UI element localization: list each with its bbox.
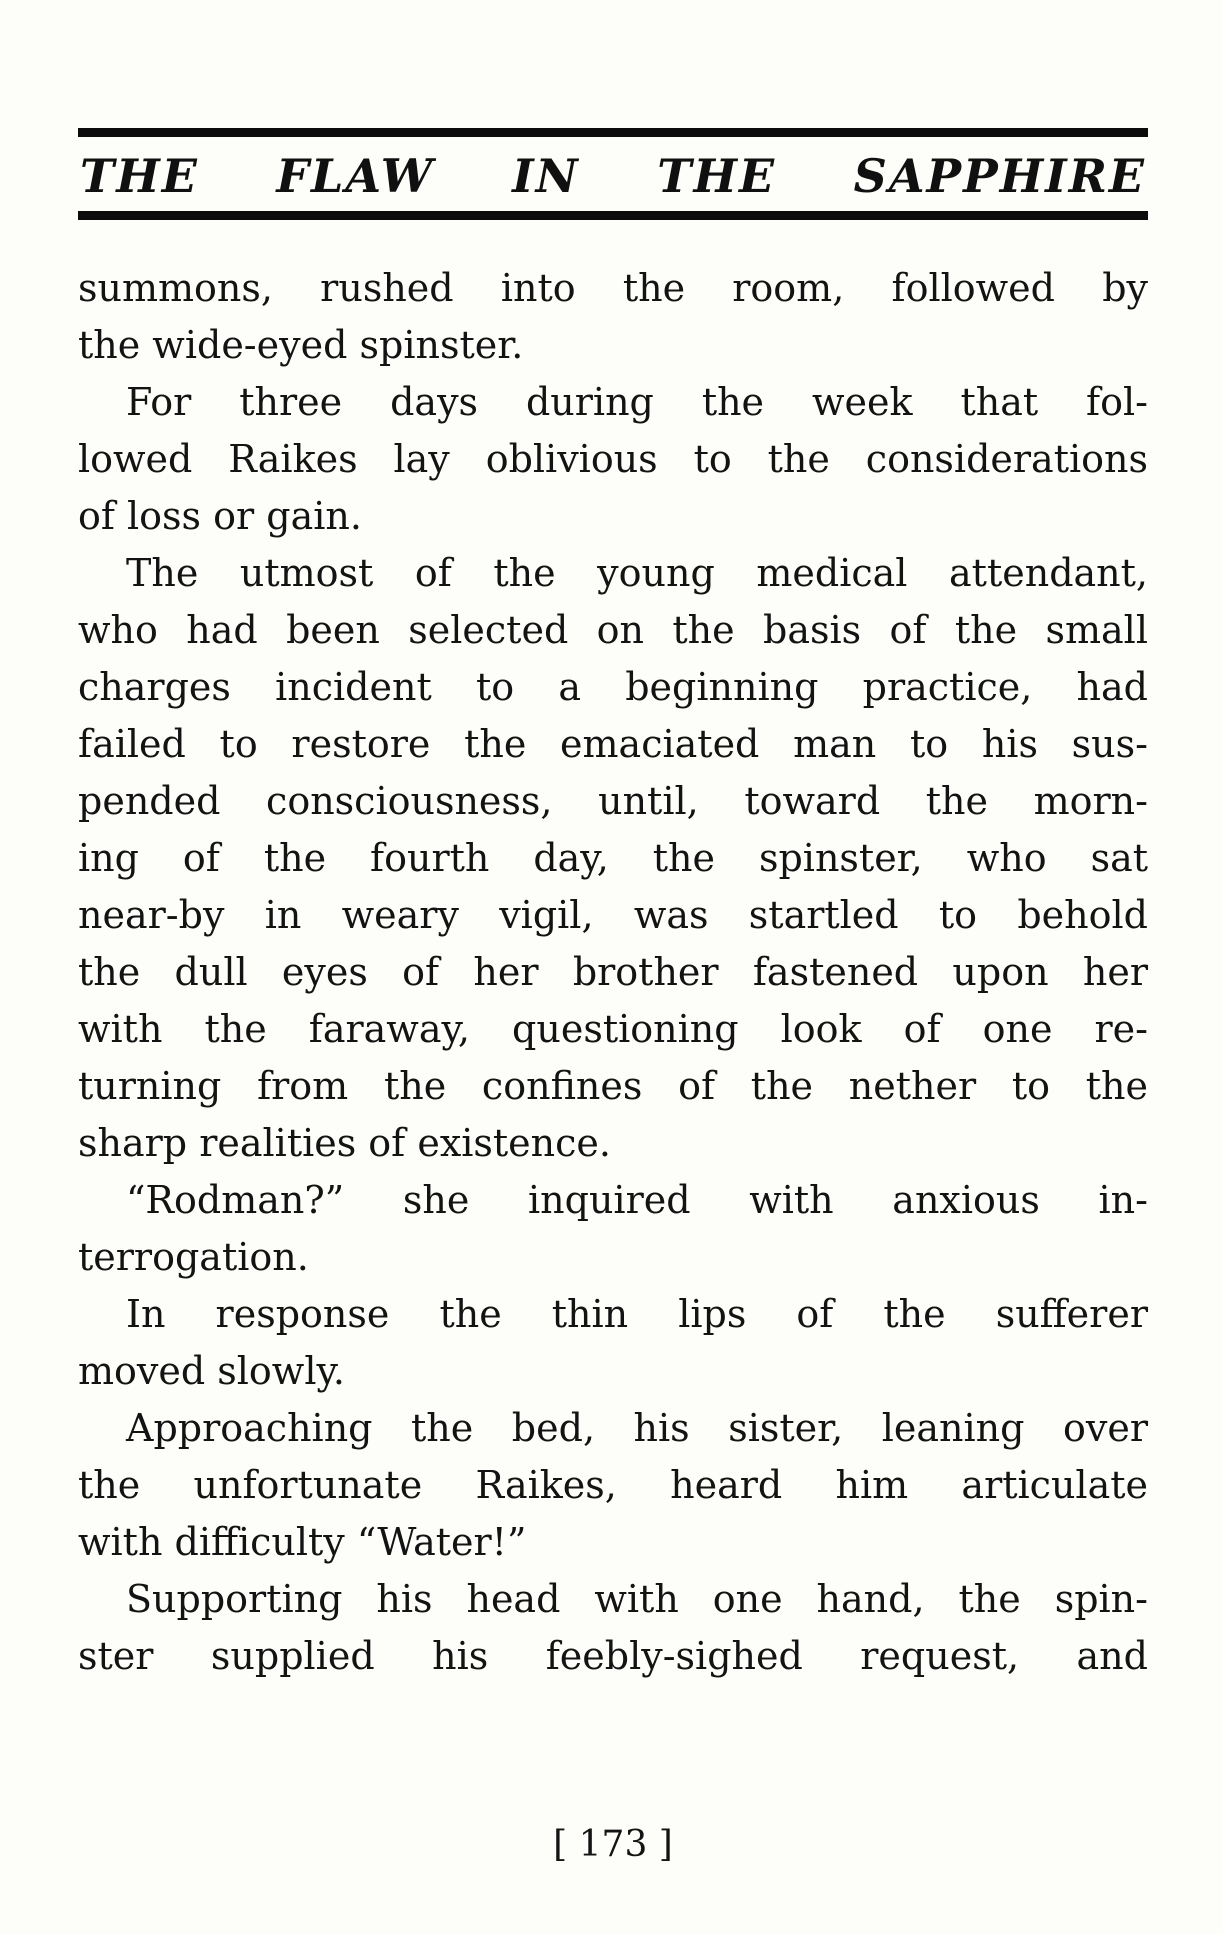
text-line: terrogation. xyxy=(78,1235,309,1279)
running-header-title: THE FLAW IN THE SAPPHIRE xyxy=(80,149,1146,203)
text-line: “Rodman?” she inquired with anxious in- xyxy=(126,1178,1148,1222)
text-line: lowed Raikes lay oblivious to the considerations xyxy=(78,437,1148,481)
text-line: with the faraway, questioning look of one re- xyxy=(78,1007,1148,1051)
text-line: Approaching the bed, his sister, leaning over xyxy=(126,1406,1148,1450)
text-line: pended consciousness, until, toward the morn- xyxy=(78,779,1148,823)
page-number: [ 173 ] xyxy=(553,1824,673,1865)
text-line: In response the thin lips of the sufferer xyxy=(126,1292,1148,1336)
text-line: charges incident to a beginning practice, had xyxy=(78,665,1148,709)
text-line: ster supplied his feebly-sighed request, and xyxy=(78,1634,1148,1678)
text-line: For three days during the week that fol- xyxy=(126,380,1148,424)
text-line: Supporting his head with one hand, the spin- xyxy=(126,1577,1148,1621)
text-line: failed to restore the emaciated man to his sus- xyxy=(78,722,1148,766)
text-line: near-by in weary vigil, was startled to behold xyxy=(78,893,1148,937)
text-line: sharp realities of existence. xyxy=(78,1121,611,1165)
page-body-text xyxy=(78,260,1148,1685)
text-line: The utmost of the young medical attendant, xyxy=(126,551,1148,595)
text-line: moved slowly. xyxy=(78,1349,345,1393)
text-line: the dull eyes of her brother fastened upon her xyxy=(78,950,1148,994)
text-line: with difficulty “Water!” xyxy=(78,1520,527,1564)
text-line: the unfortunate Raikes, heard him articulate xyxy=(78,1463,1148,1507)
text-line: turning from the confines of the nether to the xyxy=(78,1064,1148,1108)
text-line: the wide-eyed spinster. xyxy=(78,323,524,367)
text-line: summons, rushed into the room, followed by xyxy=(78,266,1148,310)
header-rule-bottom xyxy=(78,211,1148,220)
text-line: ing of the fourth day, the spinster, who sat xyxy=(78,836,1148,880)
text-line: who had been selected on the basis of the small xyxy=(78,608,1148,652)
text-column xyxy=(78,0,1148,1685)
text-line: of loss or gain. xyxy=(78,494,362,538)
header-rule-top xyxy=(78,128,1148,137)
